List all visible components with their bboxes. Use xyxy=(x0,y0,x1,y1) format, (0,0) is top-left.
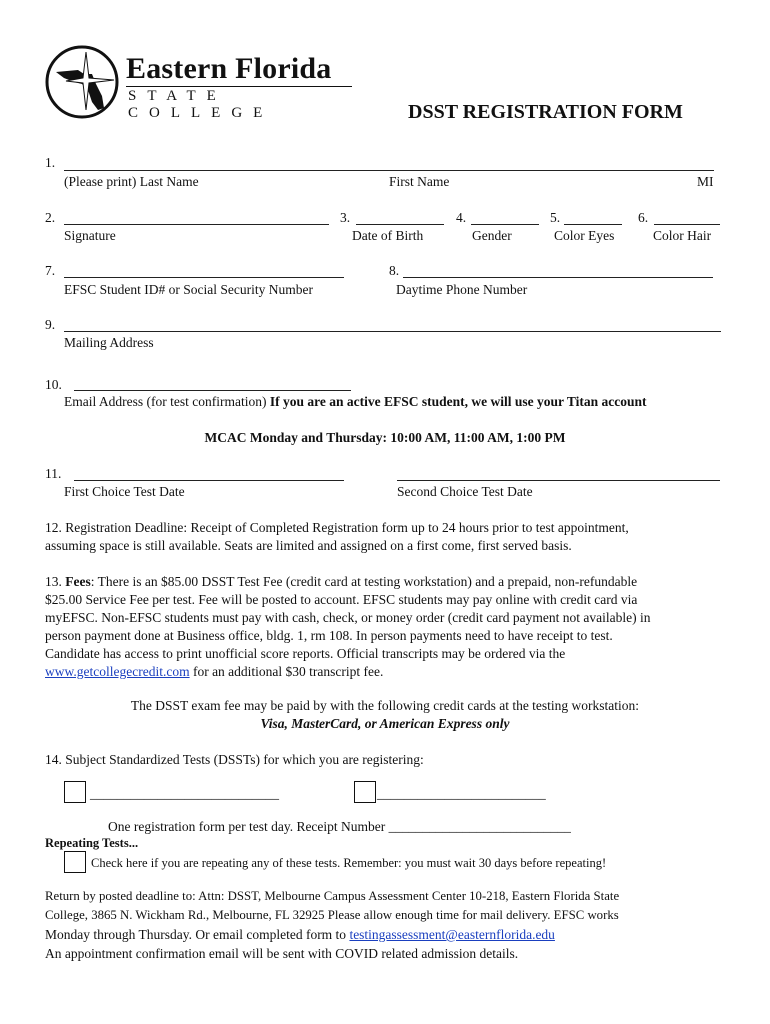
address-line[interactable] xyxy=(64,331,721,332)
assessment-email-link[interactable]: testingassessment@easternflorida.edu xyxy=(349,927,555,942)
deadline-line-2: assuming space is still available. Seats are limited and assigned on a first come, first served basis. xyxy=(45,538,572,553)
field-1-number: 1. xyxy=(45,155,56,170)
subject-checkbox-1[interactable] xyxy=(64,781,86,803)
titan-account-note: If you are an active EFSC student, we will use your Titan account xyxy=(269,394,647,409)
subject-blank-2[interactable]: _________________________ xyxy=(377,786,546,801)
phone-line[interactable] xyxy=(403,277,713,278)
return-line-3 xyxy=(45,925,735,944)
eyes-label: Color Eyes xyxy=(554,228,615,243)
eyes-line[interactable] xyxy=(564,224,622,225)
repeating-checkbox[interactable] xyxy=(64,851,86,873)
first-date-line[interactable] xyxy=(74,480,344,481)
repeating-title: Repeating Tests... xyxy=(45,836,139,850)
pay-line-1: The DSST exam fee may be paid by with the following credit cards at the testing workstation: xyxy=(130,698,640,713)
field-5-number: 5. xyxy=(550,210,561,225)
field-9-number: 9. xyxy=(45,317,56,332)
field-7-number: 7. xyxy=(45,263,56,278)
deadline-line-1: 12. Registration Deadline: Receipt of Completed Registration form up to 24 hours prior to test appointment, xyxy=(45,520,629,535)
email-label xyxy=(64,394,646,410)
logo-name: Eastern Florida xyxy=(126,52,332,85)
name-line[interactable] xyxy=(64,170,714,171)
logo-rule xyxy=(126,86,352,87)
student-id-line[interactable] xyxy=(64,277,344,278)
return-text-3: Monday through Thursday. Or email completed form to xyxy=(45,927,350,942)
second-date-label: Second Choice Test Date xyxy=(397,484,533,499)
hair-label: Color Hair xyxy=(653,228,712,243)
phone-label: Daytime Phone Number xyxy=(396,282,528,297)
dob-label: Date of Birth xyxy=(352,228,424,243)
field-2-number: 2. xyxy=(45,210,56,225)
logo-subtitle: STATE COLLEGE xyxy=(128,88,274,121)
fees-text-1: : There is an $85.00 DSST Test Fee (credit card at testing workstation) and a prepaid, non-refundable xyxy=(90,574,638,589)
hair-line[interactable] xyxy=(654,224,720,225)
fees-number: 13. xyxy=(45,574,66,589)
return-line-1: Return by posted deadline to: Attn: DSST, Melbourne Campus Assessment Center 10-218, Eastern Florida State xyxy=(45,889,620,903)
email-line[interactable] xyxy=(74,390,351,391)
first-name-label: First Name xyxy=(389,174,450,189)
first-date-label: First Choice Test Date xyxy=(64,484,185,499)
college-logo xyxy=(44,44,356,122)
field-10-number: 10. xyxy=(45,377,62,392)
gender-label: Gender xyxy=(472,228,512,243)
fees-bold: Fees xyxy=(65,574,91,589)
florida-seal-icon xyxy=(44,44,120,120)
address-label: Mailing Address xyxy=(64,335,154,350)
fees-text-6: for an additional $30 transcript fee. xyxy=(189,664,384,679)
field-8-number: 8. xyxy=(389,263,400,278)
subjects-heading: 14. Subject Standardized Tests (DSSTs) for which you are registering: xyxy=(45,752,424,767)
receipt-number-line[interactable]: One registration form per test day. Receipt Number ___________________________ xyxy=(108,819,571,834)
fees-line-6 xyxy=(45,663,735,681)
schedule-text: MCAC Monday and Thursday: 10:00 AM, 11:00 AM, 1:00 PM xyxy=(204,430,566,445)
fees-line-5: Candidate has access to print unofficial score reports. Official transcripts may be ordered via the xyxy=(45,646,566,661)
signature-label: Signature xyxy=(64,228,116,243)
pay-line-2: Visa, MasterCard, or American Express only xyxy=(260,716,510,731)
signature-line[interactable] xyxy=(64,224,329,225)
return-line-2: College, 3865 N. Wickham Rd., Melbourne, FL 32925 Please allow enough time for mail delivery. EFSC works xyxy=(45,908,619,922)
fees-line-2: $25.00 Service Fee per test. Fee will be posted to account. EFSC students may pay online with credit card via xyxy=(45,592,638,607)
field-6-number: 6. xyxy=(638,210,649,225)
student-id-label: EFSC Student ID# or Social Security Number xyxy=(64,282,313,297)
form-title: DSST REGISTRATION FORM xyxy=(408,101,683,123)
return-paragraph xyxy=(45,887,735,963)
fees-line-4: person payment done at Business office, bldg. 1, rm 108. In person payments need to have receipt to test. xyxy=(45,628,613,643)
fees-paragraph xyxy=(45,573,735,681)
second-date-line[interactable] xyxy=(397,480,720,481)
gender-line[interactable] xyxy=(471,224,539,225)
subject-blank-1[interactable]: ____________________________ xyxy=(90,786,279,801)
deadline-paragraph xyxy=(45,519,735,555)
repeating-text: Check here if you are repeating any of these tests. Remember: you must wait 30 days before repeating! xyxy=(91,856,607,870)
email-label-text: Email Address (for test confirmation) xyxy=(64,394,270,409)
mi-label: MI xyxy=(697,174,714,189)
field-3-number: 3. xyxy=(340,210,351,225)
field-4-number: 4. xyxy=(456,210,467,225)
fees-line-1 xyxy=(45,573,735,591)
fees-line-3: myEFSC. Non-EFSC students must pay with cash, check, or money order (credit card payment not available) in xyxy=(45,610,651,625)
return-line-4: An appointment confirmation email will be sent with COVID related admission details. xyxy=(45,946,519,961)
subject-checkbox-2[interactable] xyxy=(354,781,376,803)
dob-line[interactable] xyxy=(356,224,444,225)
getcollegecredit-link[interactable]: www.getcollegecredit.com xyxy=(45,664,190,679)
last-name-label: (Please print) Last Name xyxy=(64,174,199,189)
field-11-number: 11. xyxy=(45,466,62,481)
